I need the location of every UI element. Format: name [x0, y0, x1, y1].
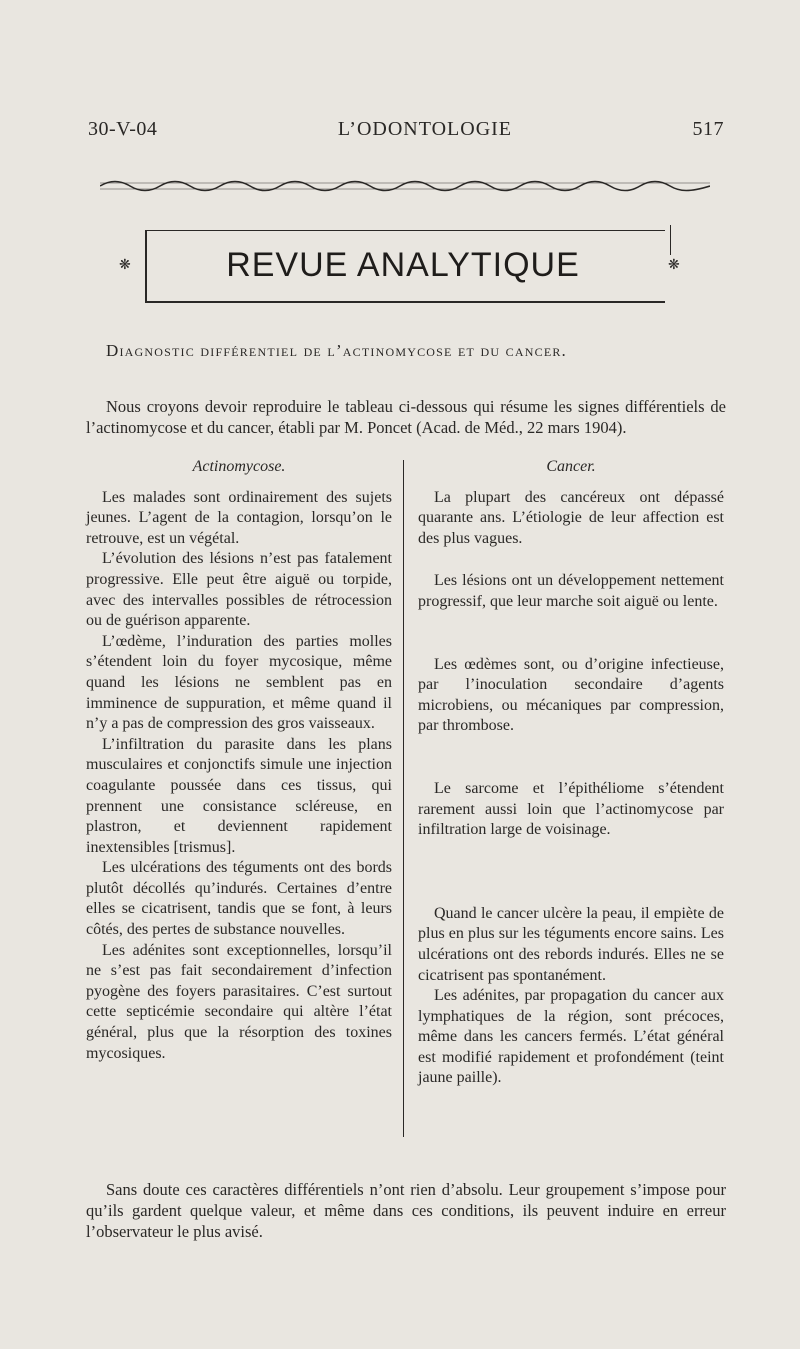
- cancer-paragraph: Les œdèmes sont, ou d’origine infectieuse, par l’inoculation secondaire d’agents microbiens, ou mécaniques par compression, par thrombose.: [418, 655, 724, 735]
- actinomycose-paragraph: Les adénites sont exceptionnelles, lorsqu’il ne s’est pas fait secondairement d’infection pyogène des foyers parasitaires. C’est surtout cette septicémie secondaire qui altère l’état général, plus que la résorption des toxines mycosiques.: [86, 941, 392, 1062]
- section-banner-title: REVUE ANALYTIQUE: [226, 246, 580, 284]
- cancer-column: [418, 457, 724, 1089]
- journal-title: L’ODONTOLOGIE: [337, 118, 513, 140]
- column-divider: [403, 460, 404, 1137]
- cancer-paragraph: Les lésions ont un développement nettement progressif, que leur marche soit aiguë ou lente.: [418, 572, 724, 610]
- cancer-column-title: Cancer.: [546, 458, 596, 475]
- article-heading: Diagnostic différentiel de l’actinomycose et du cancer.: [106, 341, 568, 360]
- page-number: 517: [692, 118, 724, 140]
- right-fleuron-icon: ❋: [668, 258, 680, 273]
- actinomycose-column: [86, 457, 392, 1064]
- article-conclusion: Sans doute ces caractères différentiels n’ont rien d’absolu. Leur groupement s’impose pour qu’ils gardent quelque valeur, et même dans ces conditions, ils peuvent induire en erreur l’observateur le plus avisé.: [86, 1179, 726, 1241]
- running-head: [88, 118, 724, 141]
- actinomycose-paragraph: L’infiltration du parasite dans les plans musculaires et conjonctifs simule une injection coagulante poussée dans ces tissus, qui prennent une consistance scléreuse, en plastron, et deviennent rapidement inextensibles [trismus].: [86, 735, 392, 856]
- actinomycose-paragraph: Les ulcérations des téguments ont des bords plutôt décollés qu’indurés. Certaines d’entre elles se cicatrisent, tandis que se font, à leurs côtés, des pertes de substance nouvelles.: [86, 859, 392, 939]
- cancer-paragraph: Le sarcome et l’épithéliome s’étendent rarement aussi loin que l’actinomycose par infiltration large de voisinage.: [418, 779, 724, 839]
- actinomycose-paragraph: L’œdème, l’induration des parties molles s’étendent loin du foyer mycosique, même quand les lésions ne semblent pas en imminence de suppuration, et même quand il n’y a pas de compression des gros vaisseaux.: [86, 632, 392, 733]
- decorative-rule: [100, 178, 710, 192]
- actinomycose-paragraph: Les malades sont ordinairement des sujets jeunes. L’agent de la contagion, lorsqu’on le retrouve, est un végétal.: [86, 488, 392, 547]
- issue-date: 30-V-04: [88, 118, 158, 140]
- article-intro: Nous croyons devoir reproduire le tableau ci-dessous qui résume les signes différentiels de l’actinomycose et du cancer, établi par M. Poncet (Acad. de Méd., 22 mars 1904).: [86, 396, 726, 437]
- actinomycose-paragraph: L’évolution des lésions n’est pas fatalement progressive. Elle peut être aiguë ou torpide, avec des intervalles possibles de rétrocession ou de guérison apparente.: [86, 550, 392, 630]
- cancer-paragraph: Les adénites, par propagation du cancer aux lymphatiques de la région, sont précoces, même dans les cancers fermés. L’état général est modifié rapidement et profondément (teint jaune paille).: [418, 987, 724, 1087]
- left-fleuron-icon: ❋: [119, 258, 131, 273]
- actinomycose-column-title: Actinomycose.: [192, 458, 286, 475]
- cancer-paragraph: Quand le cancer ulcère la peau, il empiète de plus en plus sur les téguments encore sains. Les ulcérations ont des rebords indurés. Elles ne se cicatrisent pas spontanément.: [418, 904, 724, 984]
- cancer-paragraph: La plupart des cancéreux ont dépassé quarante ans. L’étiologie de leur affection est des plus vagues.: [418, 488, 724, 547]
